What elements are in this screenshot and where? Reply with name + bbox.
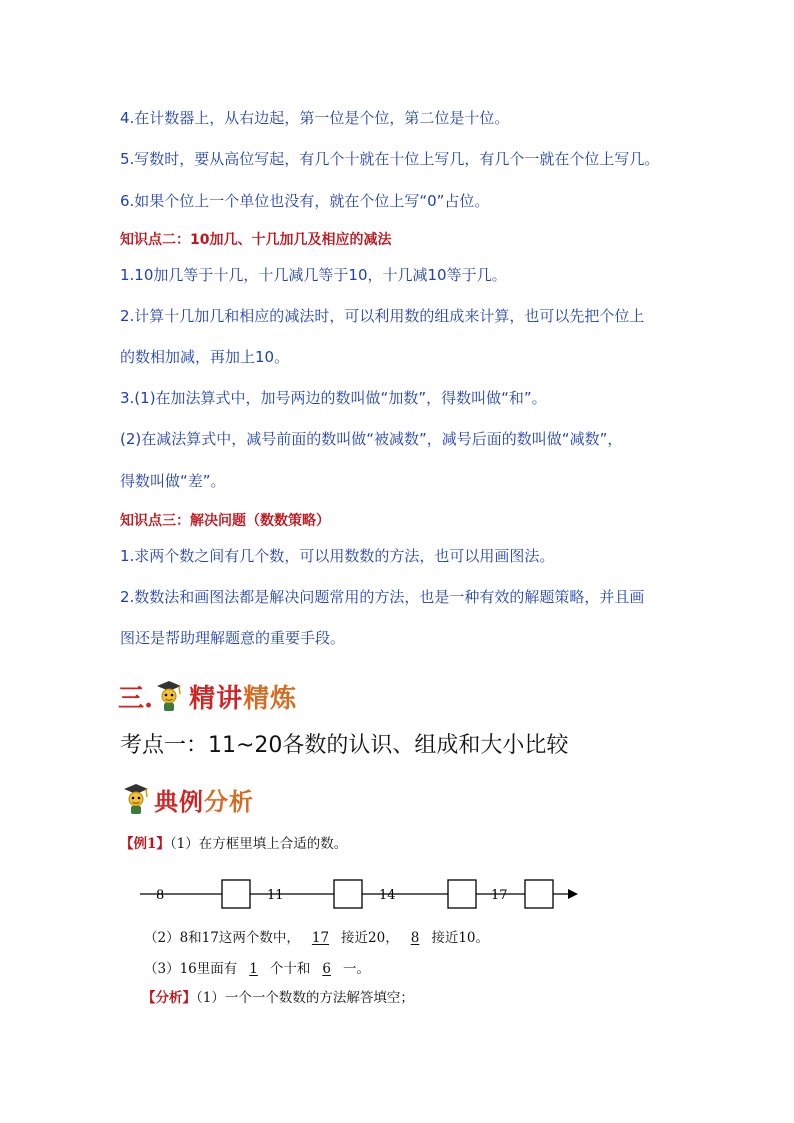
q3-answer-2[interactable]: 6 xyxy=(322,961,331,977)
example-header-part1: 典例 xyxy=(154,787,204,816)
section-number: 三. xyxy=(118,683,154,714)
q2-mid: 接近20， xyxy=(341,930,399,946)
section-title-part1: 精讲 xyxy=(189,683,244,714)
kaodian-title: 考点一：11~20各数的认识、组成和大小比较 xyxy=(120,733,569,758)
example-header xyxy=(120,780,254,818)
knowledge-heading: 知识点三：解决问题（数数策略） xyxy=(120,513,330,529)
q2-answer-2[interactable]: 8 xyxy=(410,930,420,946)
example-label: 【例1】 xyxy=(120,836,170,852)
number-line xyxy=(130,862,590,918)
example-header-part2: 分析 xyxy=(204,787,254,816)
text-line: 2.计算十几加几和相应的减法时，可以利用数的组成来计算，也可以先把个位上 xyxy=(120,307,645,325)
numberline-label: 11 xyxy=(267,888,284,903)
analysis-label: 【分析】 xyxy=(142,990,196,1006)
section-heading xyxy=(189,678,297,715)
q3-answer-1[interactable]: 1 xyxy=(249,961,258,977)
q3-mid: 个十和 xyxy=(269,961,311,977)
text-line: 1.10加几等于十几，十几减几等于10，十几减10等于几。 xyxy=(120,266,507,284)
numberline-label: 17 xyxy=(491,888,508,903)
q2-suffix: 接近10。 xyxy=(431,930,490,946)
text-line: 5.写数时，要从高位写起，有几个十就在十位上写几，有几个一就在个位上写几。 xyxy=(120,150,660,168)
q3-suffix: 一。 xyxy=(342,961,370,977)
text-line: 3.(1)在加法算式中，加号两边的数叫做“加数”，得数叫做“和”。 xyxy=(120,389,547,407)
example-question-2 xyxy=(144,926,489,946)
text-line: 6.如果个位上一个单位也没有，就在个位上写“0”占位。 xyxy=(120,192,490,210)
graduate-icon xyxy=(153,679,183,713)
numberline-label: 14 xyxy=(379,888,396,903)
q2-prefix: （2）8和17这两个数中， xyxy=(144,930,300,946)
q2-answer-1[interactable]: 17 xyxy=(311,930,330,946)
example-q1-text: （1）在方框里填上合适的数。 xyxy=(169,836,348,852)
example-question-3 xyxy=(144,957,370,977)
analysis xyxy=(142,986,414,1006)
text-line: 得数叫做“差”。 xyxy=(120,472,226,490)
analysis-text: （1）一个一个数数的方法解答填空； xyxy=(196,990,414,1006)
answer-box[interactable] xyxy=(525,880,553,908)
text-line: 图还是帮助理解题意的重要手段。 xyxy=(120,629,346,647)
text-line: 的数相加减，再加上10。 xyxy=(120,348,290,366)
numberline-label: 8 xyxy=(156,888,165,903)
graduate-icon xyxy=(120,782,150,816)
text-line: 1.求两个数之间有几个数，可以用数数的方法，也可以用画图法。 xyxy=(120,547,555,565)
example-header-text xyxy=(154,782,254,817)
answer-box[interactable] xyxy=(334,880,362,908)
knowledge-heading: 知识点二：10加几、十几加几及相应的减法 xyxy=(120,232,392,248)
section-title xyxy=(118,676,297,716)
answer-box[interactable] xyxy=(222,880,250,908)
example-question-1 xyxy=(120,832,347,852)
text-line: 2.数数法和画图法都是解决问题常用的方法，也是一种有效的解题策略，并且画 xyxy=(120,588,645,606)
text-line: (2)在减法算式中，减号前面的数叫做“被减数”，减号后面的数叫做“减数”， xyxy=(120,430,623,448)
section-title-part2: 精炼 xyxy=(243,683,298,714)
q3-prefix: （3）16里面有 xyxy=(144,961,238,977)
text-line: 4.在计数器上，从右边起，第一位是个位，第二位是十位。 xyxy=(120,109,510,127)
answer-box[interactable] xyxy=(448,880,476,908)
